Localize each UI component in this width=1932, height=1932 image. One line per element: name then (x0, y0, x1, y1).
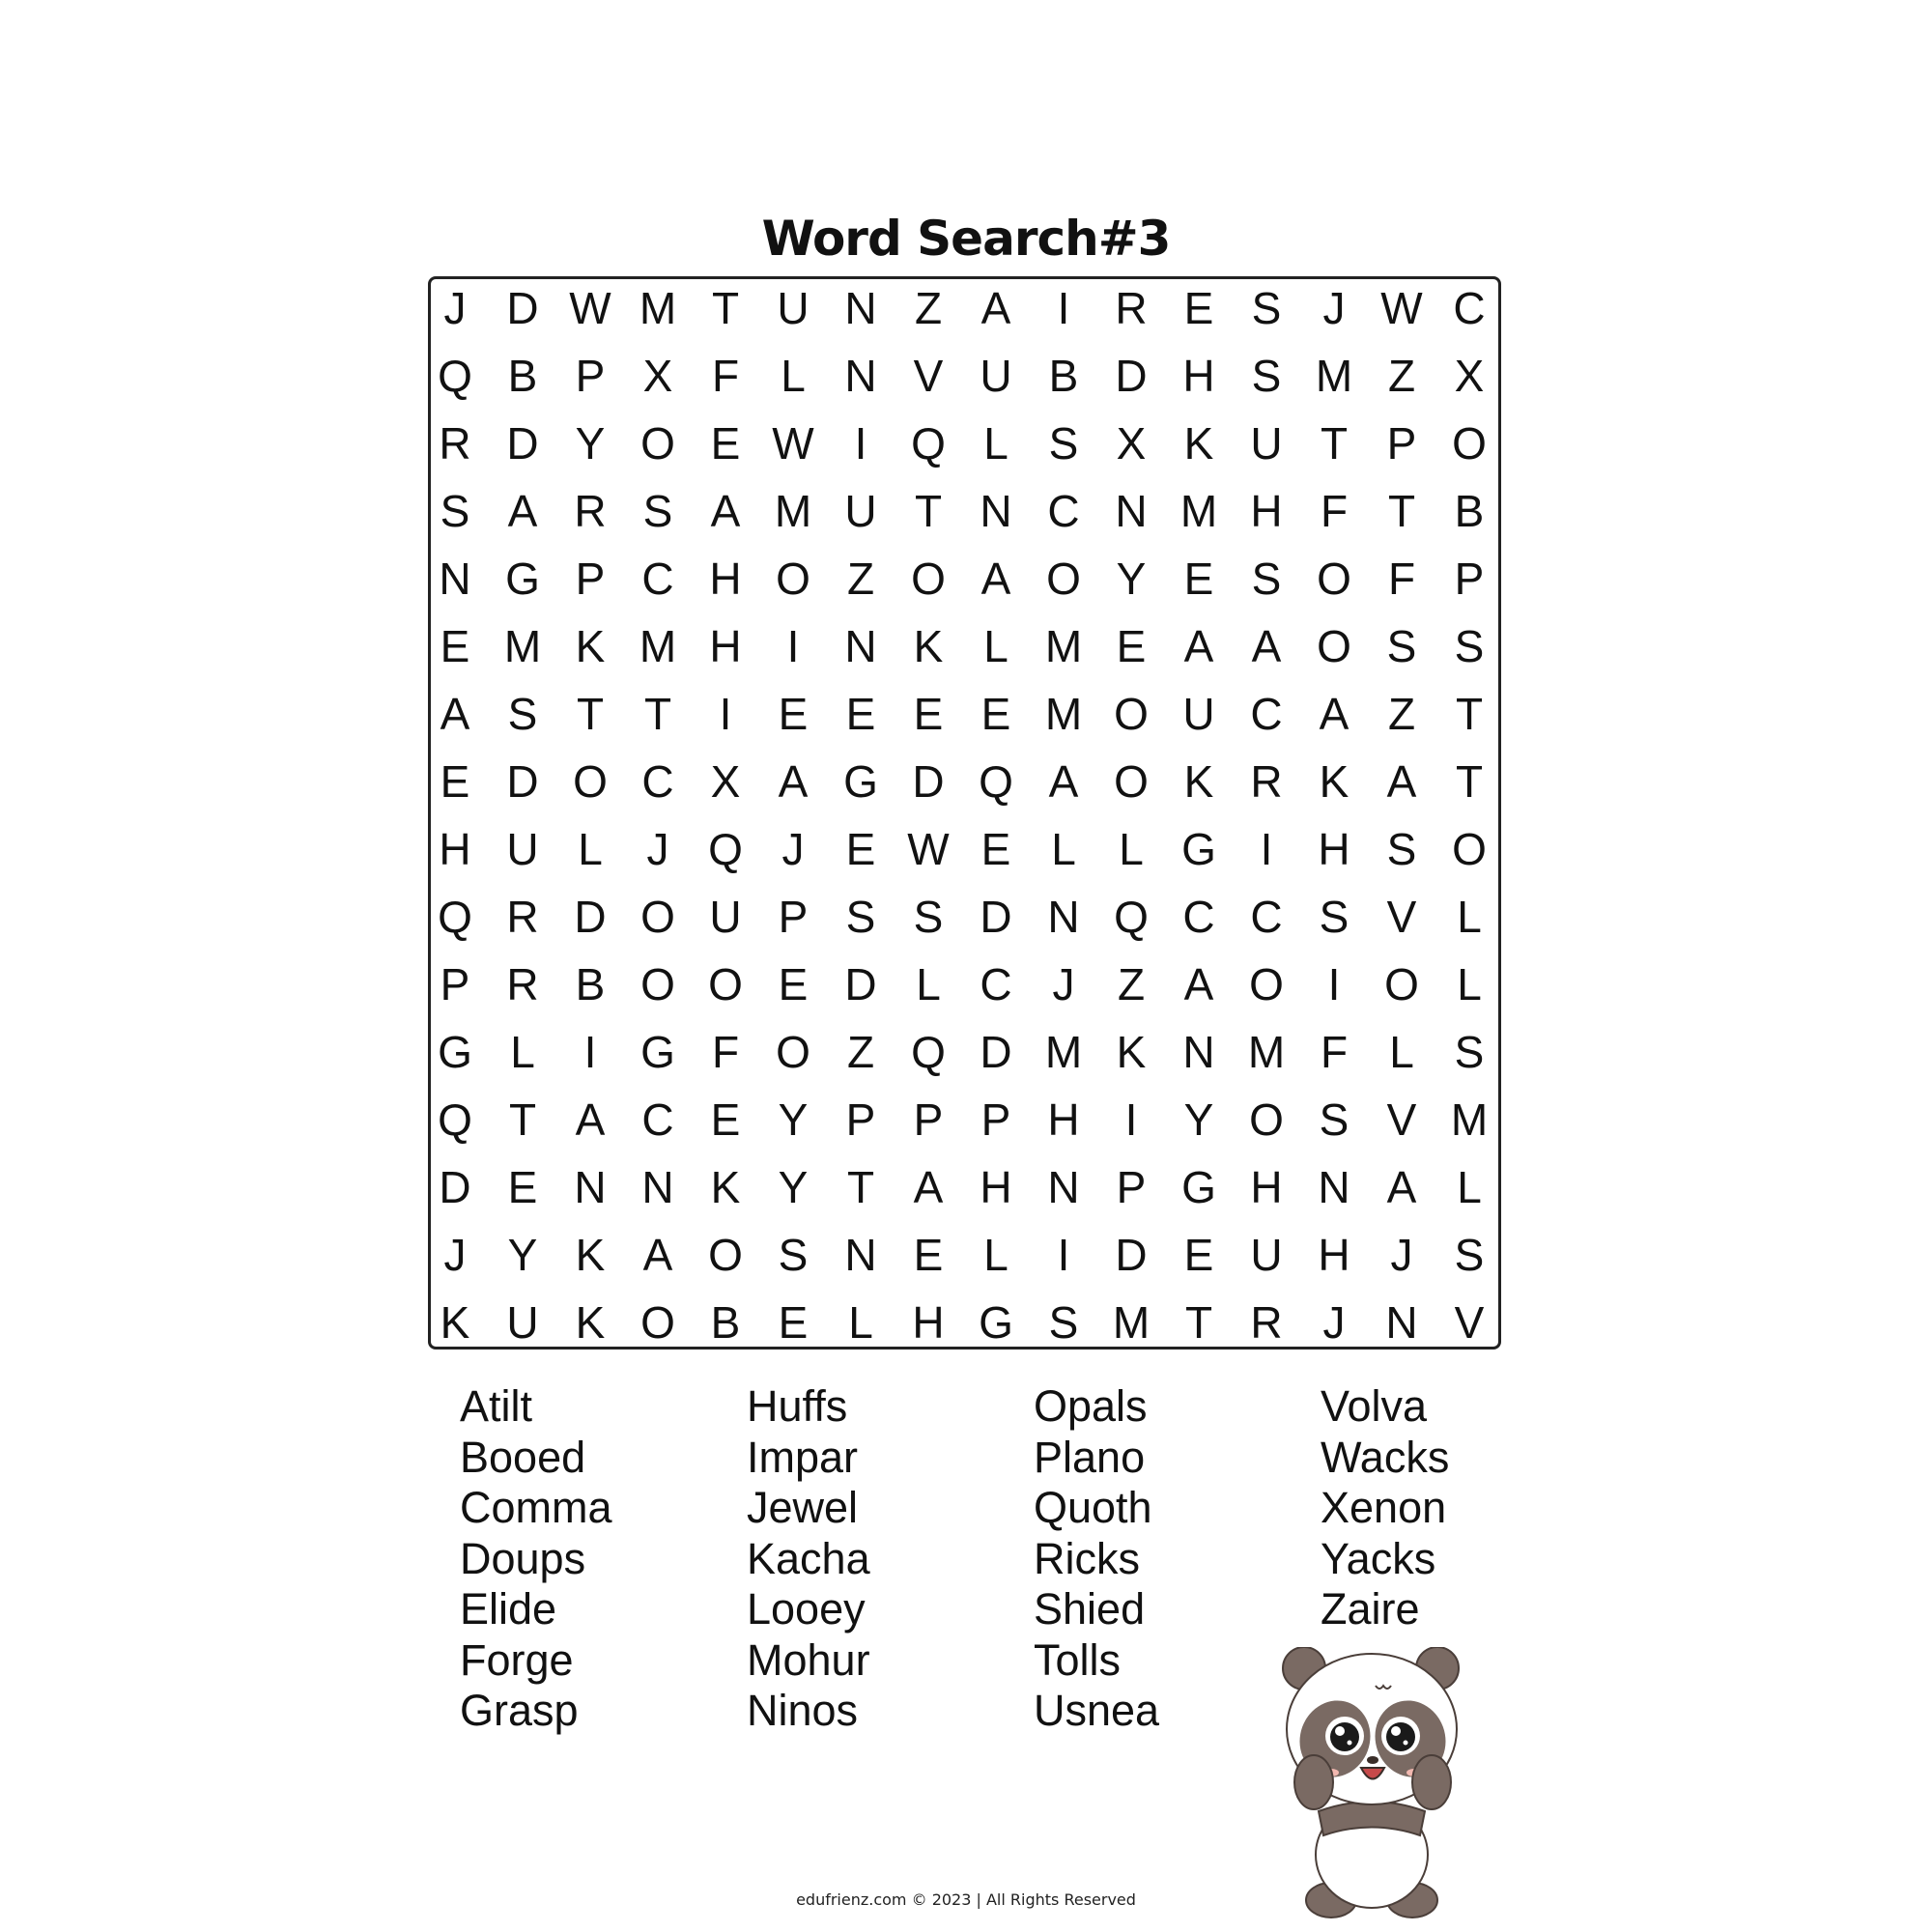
word-item: Looey (747, 1584, 866, 1634)
grid-cell: R (1250, 756, 1283, 807)
grid-cell: D (1115, 1230, 1148, 1280)
grid-cell: V (1454, 1297, 1485, 1348)
grid-cell: T (1320, 418, 1349, 469)
word-item: Huffs (747, 1381, 848, 1431)
grid-cell: N (1047, 892, 1080, 942)
grid-cell: T (1387, 486, 1416, 536)
grid-cell: B (507, 351, 538, 401)
grid-cell: I (1057, 283, 1070, 333)
grid-cell: K (1116, 1027, 1147, 1077)
word-item: Grasp (460, 1686, 579, 1735)
grid-cell: F (1320, 486, 1349, 536)
word-item: Jewel (747, 1483, 859, 1532)
grid-cell: W (1380, 283, 1423, 333)
grid-cell: K (575, 1297, 606, 1348)
grid-cell: B (1048, 351, 1079, 401)
grid-cell: U (506, 824, 539, 874)
grid-cell: D (574, 892, 607, 942)
grid-cell: A (913, 1162, 944, 1212)
grid-cell: K (575, 621, 606, 671)
grid-cell: Q (438, 1094, 472, 1145)
word-column (1034, 1381, 1159, 1737)
grid-cell: P (1116, 1162, 1147, 1212)
grid-cell: J (1322, 283, 1346, 333)
grid-cell: E (980, 689, 1011, 739)
grid-cell: X (710, 756, 741, 807)
grid-cell: U (844, 486, 877, 536)
grid-cell: L (578, 824, 603, 874)
word-item: Wacks (1321, 1432, 1450, 1482)
grid-cell: N (574, 1162, 607, 1212)
grid-cell: C (1453, 283, 1486, 333)
grid-cell: H (709, 621, 742, 671)
grid-cell: L (510, 1027, 535, 1077)
grid-cell: G (640, 1027, 675, 1077)
grid-cell: N (1182, 1027, 1215, 1077)
grid-cell: U (1182, 689, 1215, 739)
grid-cell: H (439, 824, 471, 874)
grid-cell: L (1119, 824, 1144, 874)
grid-cell: E (778, 959, 809, 1009)
word-item: Yacks (1321, 1533, 1436, 1583)
grid-cell: O (1114, 689, 1149, 739)
grid-cell: E (980, 824, 1011, 874)
grid-cell: A (1386, 756, 1417, 807)
grid-cell: M (774, 486, 812, 536)
grid-cell: O (640, 1297, 675, 1348)
grid-cell: E (440, 756, 470, 807)
grid-cell: H (980, 1162, 1012, 1212)
grid-cell: F (1387, 554, 1416, 604)
grid-cell: S (913, 892, 944, 942)
grid-cell: A (1183, 621, 1214, 671)
grid-cell: L (916, 959, 941, 1009)
word-item: Elide (460, 1584, 557, 1634)
grid-cell: J (443, 1230, 467, 1280)
grid-cell: N (641, 1162, 674, 1212)
grid-cell: J (443, 283, 467, 333)
grid-cell: G (438, 1027, 472, 1077)
grid-cell: E (845, 824, 876, 874)
grid-cell: Z (846, 554, 875, 604)
grid-cell: L (983, 621, 1009, 671)
grid-cell: E (710, 418, 741, 469)
grid-cell: Y (1183, 1094, 1214, 1145)
grid-cell: R (1115, 283, 1148, 333)
grid-cell: M (1044, 621, 1083, 671)
grid-cell: Y (1116, 554, 1147, 604)
grid-cell: J (1390, 1230, 1413, 1280)
grid-cell: M (1450, 1094, 1489, 1145)
grid-cell: L (781, 351, 806, 401)
grid-cell: B (710, 1297, 741, 1348)
grid-cell: G (843, 756, 878, 807)
grid-cell: J (1052, 959, 1075, 1009)
grid-cell: E (778, 689, 809, 739)
grid-cell: P (1454, 554, 1485, 604)
grid-cell: C (1047, 486, 1080, 536)
word-item: Quoth (1034, 1483, 1152, 1532)
grid-cell: T (1184, 1297, 1213, 1348)
grid-cell: A (575, 1094, 606, 1145)
grid-cell: G (979, 1297, 1013, 1348)
word-item: Ninos (747, 1686, 859, 1735)
word-item: Ricks (1034, 1533, 1140, 1583)
grid-cell: W (569, 283, 611, 333)
grid-cell: N (844, 283, 877, 333)
grid-cell: K (440, 1297, 470, 1348)
word-item: Tolls (1034, 1634, 1122, 1685)
word-item: Mohur (747, 1634, 870, 1685)
grid-cell: Y (575, 418, 606, 469)
grid-cell: D (506, 418, 539, 469)
grid-cell: I (583, 1027, 597, 1077)
grid-cell: I (786, 621, 800, 671)
word-item: Forge (460, 1634, 574, 1685)
grid-cell: X (1116, 418, 1147, 469)
grid-cell: A (980, 283, 1011, 333)
grid-cell: Q (438, 892, 472, 942)
grid-cell: H (912, 1297, 945, 1348)
panda-right-eye (1386, 1722, 1415, 1751)
grid-cell: U (777, 283, 810, 333)
grid-cell: P (980, 1094, 1011, 1145)
grid-cell: D (844, 959, 877, 1009)
grid-cell: G (1181, 1162, 1216, 1212)
grid-cell: H (1318, 1230, 1350, 1280)
grid-cell: T (1455, 756, 1484, 807)
grid-cell: S (778, 1230, 809, 1280)
grid-cell: O (1317, 621, 1351, 671)
word-item: Doups (460, 1533, 586, 1583)
grid-cell: C (641, 756, 674, 807)
grid-cell: P (778, 892, 809, 942)
grid-cell: S (1454, 1230, 1485, 1280)
grid-cell: E (710, 1094, 741, 1145)
grid-cell: Y (778, 1094, 809, 1145)
grid-cell: E (913, 1230, 944, 1280)
grid-cell: W (772, 418, 814, 469)
grid-cell: J (1322, 1297, 1346, 1348)
grid-cell: C (641, 1094, 674, 1145)
grid-cell: Q (911, 418, 946, 469)
word-item: Comma (460, 1483, 612, 1532)
grid-cell: Q (979, 756, 1013, 807)
grid-cell: U (980, 351, 1012, 401)
grid-cell: S (1319, 1094, 1350, 1145)
grid-cell: Y (507, 1230, 538, 1280)
grid-cell: V (913, 351, 944, 401)
grid-cell: N (1385, 1297, 1418, 1348)
grid-cell: O (1114, 756, 1149, 807)
grid-cell: O (640, 418, 675, 469)
grid-cell: N (439, 554, 471, 604)
word-item: Kacha (747, 1533, 870, 1583)
grid-cell: M (639, 621, 677, 671)
grid-cell: R (1250, 1297, 1283, 1348)
page-title: Word Search#3 (761, 211, 1171, 267)
grid-cell: C (1182, 892, 1215, 942)
grid-cell: A (642, 1230, 673, 1280)
copyright-footer: edufrienz.com © 2023 | All Rights Reserved (796, 1890, 1136, 1909)
grid-cell: L (983, 1230, 1009, 1280)
grid-cell: P (845, 1094, 876, 1145)
grid-cell: D (1115, 351, 1148, 401)
panda-right-paw (1412, 1755, 1451, 1809)
grid-cell: M (639, 283, 677, 333)
grid-cell: T (576, 689, 605, 739)
grid-cell: U (709, 892, 742, 942)
grid-cell: O (1317, 554, 1351, 604)
grid-cell: Q (438, 351, 472, 401)
grid-cell: X (1454, 351, 1485, 401)
grid-cell: O (708, 959, 743, 1009)
grid-cell: D (439, 1162, 471, 1212)
grid-cell: E (507, 1162, 538, 1212)
grid-cell: R (506, 892, 539, 942)
grid-cell: T (508, 1094, 537, 1145)
word-item: Booed (460, 1432, 586, 1482)
grid-cell: A (778, 756, 809, 807)
grid-cell: K (1183, 756, 1214, 807)
grid-cell: I (1124, 1094, 1138, 1145)
letter-grid (421, 274, 1503, 1356)
grid-cell: X (642, 351, 673, 401)
grid-cell: D (912, 756, 945, 807)
grid-cell: F (711, 351, 740, 401)
grid-cell: S (1251, 351, 1282, 401)
grid-cell: G (1181, 824, 1216, 874)
grid-cell: O (573, 756, 608, 807)
grid-cell: A (1319, 689, 1350, 739)
grid-cell: C (1250, 892, 1283, 942)
grid-cell: P (575, 554, 606, 604)
grid-cell: N (1115, 486, 1148, 536)
grid-cell: S (1386, 621, 1417, 671)
grid-cell: A (710, 486, 741, 536)
grid-cell: U (506, 1297, 539, 1348)
word-item: Atilt (460, 1381, 533, 1431)
grid-cell: I (1327, 959, 1341, 1009)
grid-cell: I (854, 418, 867, 469)
grid-cell: L (1457, 892, 1482, 942)
grid-cell: U (1250, 418, 1283, 469)
grid-cell: M (1044, 1027, 1083, 1077)
grid-cell: O (1249, 1094, 1284, 1145)
grid-cell: S (642, 486, 673, 536)
grid-cell: O (776, 1027, 810, 1077)
grid-cell: N (980, 486, 1012, 536)
grid-cell: N (844, 621, 877, 671)
panda-illustration (1275, 1647, 1468, 1922)
grid-cell: D (980, 1027, 1012, 1077)
grid-cell: V (1386, 892, 1417, 942)
grid-cell: B (1454, 486, 1485, 536)
grid-cell: S (1251, 554, 1282, 604)
grid-cell: Z (1387, 689, 1416, 739)
grid-cell: N (1318, 1162, 1350, 1212)
grid-cell: F (711, 1027, 740, 1077)
grid-cell: O (911, 554, 946, 604)
grid-cell: I (719, 689, 732, 739)
grid-cell: A (1251, 621, 1282, 671)
grid-cell: R (506, 959, 539, 1009)
grid-cell: O (1046, 554, 1081, 604)
grid-cell: E (1116, 621, 1147, 671)
grid-cell: H (1250, 486, 1283, 536)
grid-cell: O (708, 1230, 743, 1280)
grid-cell: K (913, 621, 944, 671)
grid-cell: L (1457, 959, 1482, 1009)
grid-cell: D (980, 892, 1012, 942)
grid-cell: D (506, 283, 539, 333)
grid-cell: H (1047, 1094, 1080, 1145)
grid-cell: L (1457, 1162, 1482, 1212)
grid-cell: A (1048, 756, 1079, 807)
grid-cell: S (1048, 418, 1079, 469)
grid-cell: O (640, 959, 675, 1009)
grid-cell: P (1386, 418, 1417, 469)
grid-cell: Q (708, 824, 743, 874)
grid-cell: A (440, 689, 470, 739)
grid-cell: T (846, 1162, 875, 1212)
grid-cell: R (439, 418, 471, 469)
grid-cell: S (1048, 1297, 1079, 1348)
grid-cell: A (507, 486, 538, 536)
word-item: Volva (1321, 1381, 1428, 1431)
grid-cell: O (776, 554, 810, 604)
grid-cell: A (1183, 959, 1214, 1009)
word-item: Impar (747, 1432, 859, 1482)
grid-cell: S (845, 892, 876, 942)
grid-cell: Q (911, 1027, 946, 1077)
grid-cell: N (1047, 1162, 1080, 1212)
grid-cell: M (1315, 351, 1353, 401)
grid-cell: T (1455, 689, 1484, 739)
grid-cell: T (914, 486, 943, 536)
grid-cell: A (1386, 1162, 1417, 1212)
grid-cell: S (507, 689, 538, 739)
grid-cell: K (1319, 756, 1350, 807)
grid-cell: B (575, 959, 606, 1009)
grid-cell: S (1454, 1027, 1485, 1077)
grid-cell: S (440, 486, 470, 536)
word-column (460, 1381, 612, 1737)
grid-cell: M (1179, 486, 1218, 536)
grid-cell: P (913, 1094, 944, 1145)
grid-cell: S (1319, 892, 1350, 942)
grid-cell: W (907, 824, 950, 874)
grid-cell: Z (846, 1027, 875, 1077)
grid-cell: E (440, 621, 470, 671)
grid-cell: H (1250, 1162, 1283, 1212)
grid-cell: E (1183, 283, 1214, 333)
grid-cell: S (1386, 824, 1417, 874)
grid-cell: E (778, 1297, 809, 1348)
grid-cell: K (710, 1162, 741, 1212)
grid-cell: E (913, 689, 944, 739)
grid-cell: Y (778, 1162, 809, 1212)
grid-cell: R (574, 486, 607, 536)
grid-cell: F (1320, 1027, 1349, 1077)
grid-cell: K (1183, 418, 1214, 469)
grid-cell: A (980, 554, 1011, 604)
grid-cell: L (848, 1297, 873, 1348)
word-item: Xenon (1321, 1483, 1447, 1532)
grid-cell: O (1384, 959, 1419, 1009)
grid-cell: S (1454, 621, 1485, 671)
grid-cell: K (575, 1230, 606, 1280)
grid-cell: C (641, 554, 674, 604)
panda-left-paw (1294, 1755, 1333, 1809)
grid-cell: I (1057, 1230, 1070, 1280)
grid-cell: S (1251, 283, 1282, 333)
grid-cell: H (709, 554, 742, 604)
grid-cell: M (503, 621, 542, 671)
grid-cell: J (646, 824, 669, 874)
panda-left-eye (1330, 1722, 1359, 1751)
grid-cell: E (1183, 554, 1214, 604)
grid-cell: Z (1387, 351, 1416, 401)
grid-cell: O (640, 892, 675, 942)
grid-cell: U (1250, 1230, 1283, 1280)
word-column (1321, 1381, 1449, 1635)
grid-cell: P (440, 959, 470, 1009)
word-item: Plano (1034, 1432, 1146, 1482)
word-item: Opals (1034, 1381, 1148, 1431)
grid-cell: V (1386, 1094, 1417, 1145)
panda-nose (1367, 1756, 1378, 1764)
grid-cell: C (980, 959, 1012, 1009)
grid-cell: L (1051, 824, 1076, 874)
grid-cell: E (845, 689, 876, 739)
grid-cell: J (781, 824, 805, 874)
grid-cell: T (711, 283, 740, 333)
grid-cell: E (1183, 1230, 1214, 1280)
word-item: Usnea (1034, 1686, 1160, 1735)
grid-cell: G (505, 554, 540, 604)
grid-cell: O (1452, 418, 1487, 469)
grid-cell: M (1247, 1027, 1286, 1077)
grid-cell: L (983, 418, 1009, 469)
grid-cell: O (1452, 824, 1487, 874)
word-item: Shied (1034, 1584, 1146, 1634)
grid-cell: L (1389, 1027, 1414, 1077)
grid-cell: P (575, 351, 606, 401)
word-item: Zaire (1321, 1584, 1420, 1634)
grid-cell: Z (1117, 959, 1146, 1009)
grid-cell: Q (1114, 892, 1149, 942)
grid-cell: D (506, 756, 539, 807)
grid-cell: H (1182, 351, 1215, 401)
grid-cell: O (1249, 959, 1284, 1009)
grid-cell: I (1260, 824, 1273, 874)
grid-cell: C (1250, 689, 1283, 739)
grid-cell: M (1112, 1297, 1151, 1348)
grid-cell: T (643, 689, 672, 739)
grid-cell: N (844, 351, 877, 401)
grid-cell: N (844, 1230, 877, 1280)
grid-cell: H (1318, 824, 1350, 874)
grid-cell: M (1044, 689, 1083, 739)
grid-cell: Z (914, 283, 943, 333)
word-column (747, 1381, 870, 1737)
